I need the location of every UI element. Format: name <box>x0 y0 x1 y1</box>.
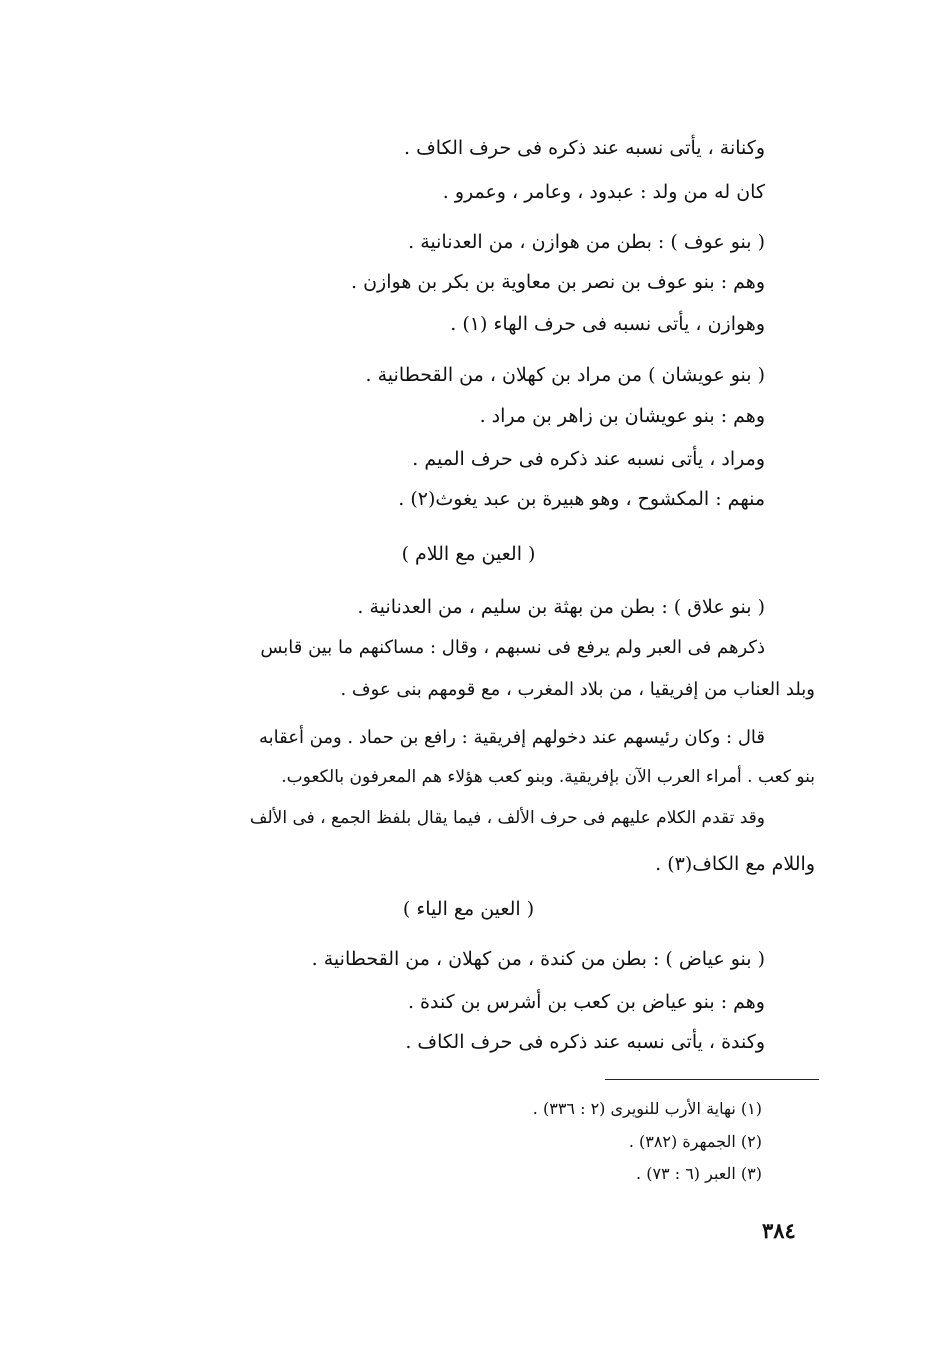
text-line: كان له من ولد : عبدود ، وعامر ، وعمرو . <box>442 181 765 203</box>
text-line: ( بنو عياض ) : بطن من كندة ، من كهلان ، من القحطانية . <box>311 948 765 970</box>
text-line: ( بنو عويشان ) من مراد بن كهلان ، من القحطانية . <box>365 364 765 386</box>
text-line: وبلد العناب من إفريقيا ، من بلاد المغرب ، مع قومهم بنى عوف . <box>340 679 815 700</box>
text-line: وهم : بنو عويشان بن زاهر بن مراد . <box>479 405 765 427</box>
text-line: وكنانة ، يأتى نسبه عند ذكره فى حرف الكاف . <box>404 137 765 159</box>
text-line: وكندة ، يأتى نسبه عند ذكره فى حرف الكاف . <box>405 1031 765 1053</box>
text-line: منهم : المكشوح ، وهو هبيرة بن عبد يغوث(٢) . <box>398 488 765 510</box>
text-line: وهم : بنو عياض بن كعب بن أشرس بن كندة . <box>407 991 765 1013</box>
section-heading: ( العين مع الياء ) <box>402 898 535 920</box>
text-line: ومراد ، يأتى نسبه عند ذكره فى حرف الميم . <box>412 448 765 470</box>
footnote-separator <box>605 1079 819 1080</box>
text-line: قال : وكان رئيسهم عند دخولهم إفريقية : رافع بن حماد . ومن أعقابه <box>258 727 765 748</box>
text-line: واللام مع الكاف(٣) . <box>655 853 815 875</box>
text-line: ( بنو عوف ) : بطن من هوازن ، من العدنانية . <box>408 231 765 253</box>
text-line: ذكرهم فى العبر ولم يرفع فى نسبهم ، وقال : مساكنهم ما بين قابس <box>260 637 765 658</box>
text-line: بنو كعب . أمراء العرب الآن بإفريقية. وبنو كعب هؤلاء هم المعرفون بالكعوب. <box>281 767 815 787</box>
footnote: (٣) العبر (٦ : ٧٣) . <box>636 1164 762 1183</box>
section-heading: ( العين مع اللام ) <box>401 543 536 565</box>
text-line: وهوازن ، يأتى نسبه فى حرف الهاء (١) . <box>450 313 765 335</box>
footnote: (٢) الجمهرة (٣٨٢) . <box>628 1132 762 1151</box>
text-line: وقد تقدم الكلام عليهم فى حرف الألف ، فيما يقال بلفظ الجمع ، فى الألف <box>249 808 765 828</box>
text-line: وهم : بنو عوف بن نصر بن معاوية بن بكر بن هوازن . <box>351 271 765 293</box>
page-number: ٣٨٤ <box>762 1218 796 1243</box>
footnote: (١) نهاية الأرب للنويرى (٢ : ٣٣٦) . <box>532 1099 762 1118</box>
text-line: ( بنو علاق ) : بطن من بهثة بن سليم ، من العدنانية . <box>357 596 765 618</box>
